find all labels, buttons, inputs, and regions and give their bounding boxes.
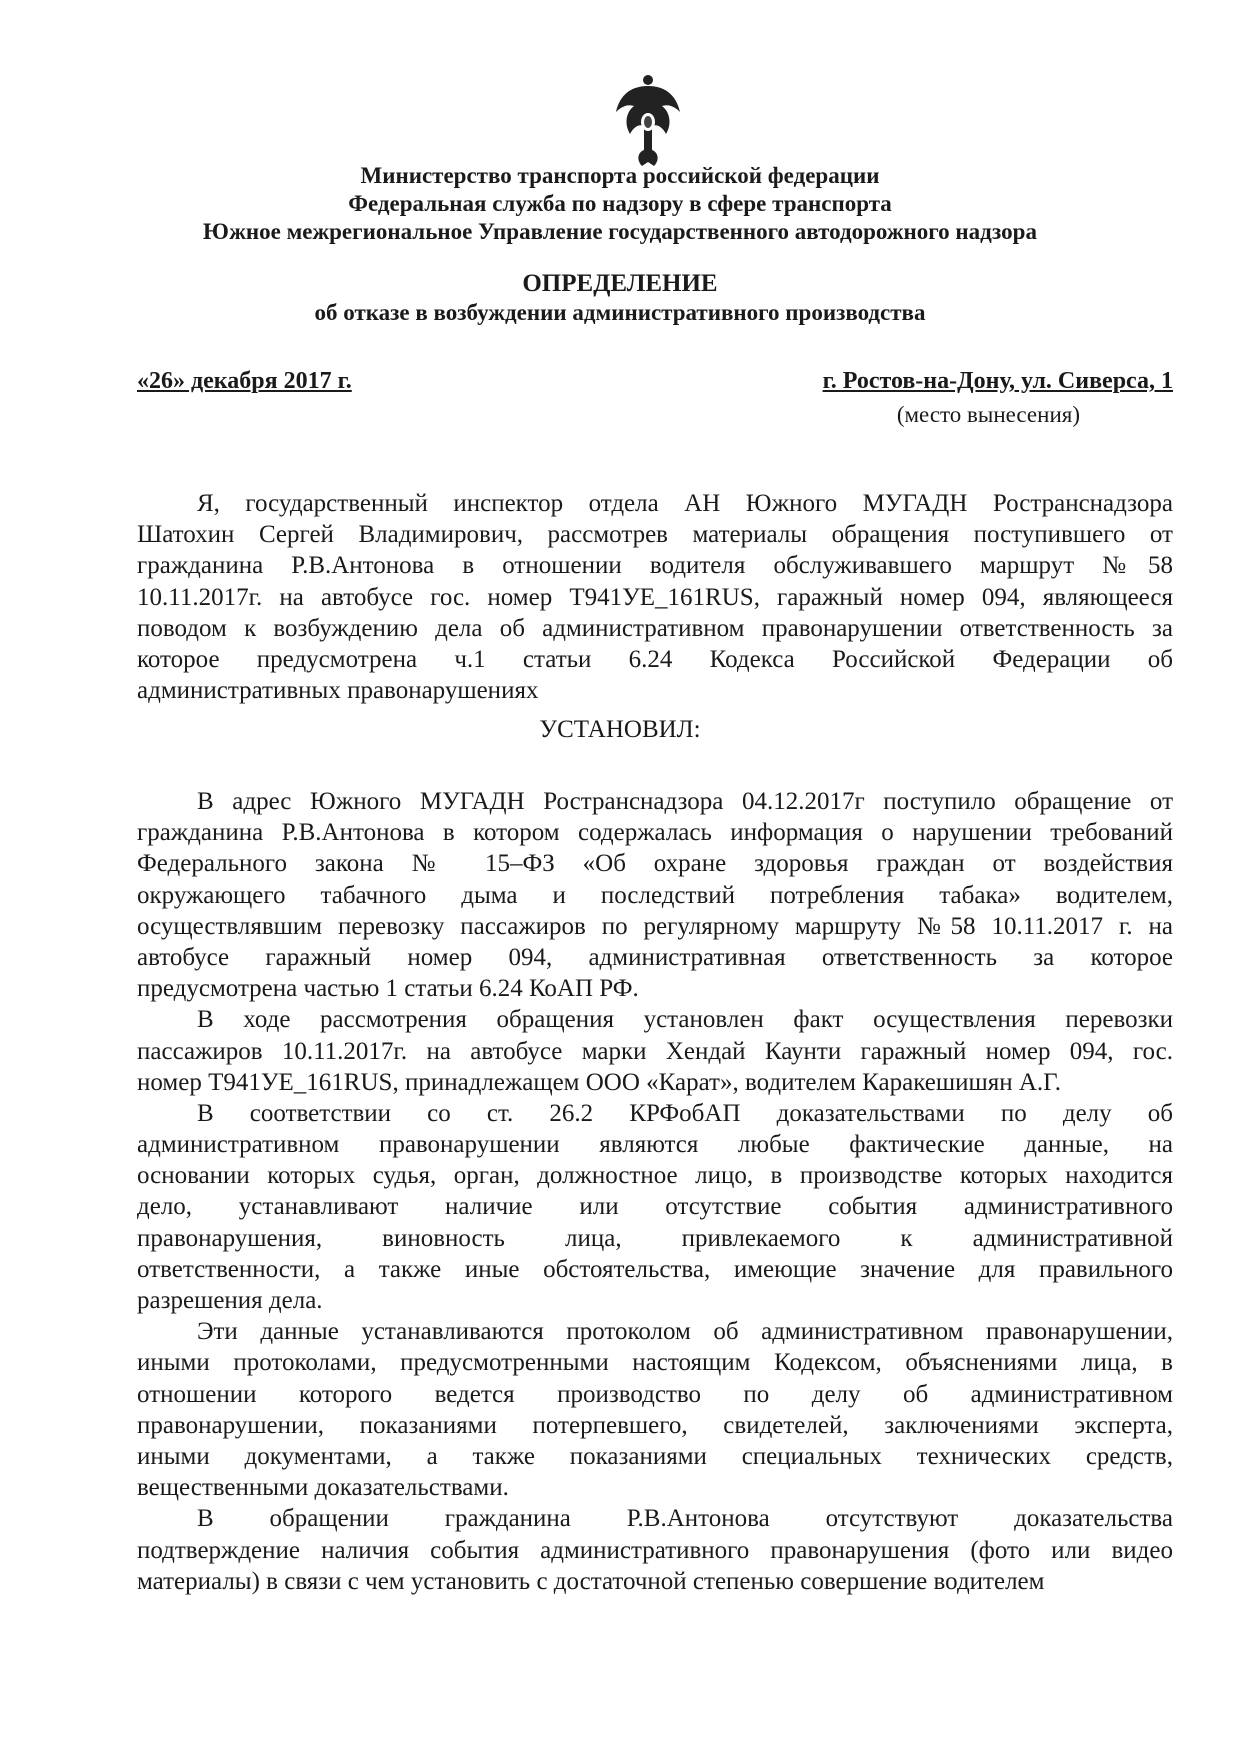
text-line: иными документами, а также показаниями специальных технических средств, [137, 1442, 1173, 1470]
ministry-header [0, 162, 1240, 246]
document-place: г. Ростов-на-Дону, ул. Сиверса, 1 [822, 368, 1173, 394]
text-line: предусмотрена частью 1 статьи 6.24 КоАП РФ. [137, 975, 639, 1003]
document-date: «26» декабря 2017 г. [137, 368, 352, 394]
text-line: Эти данные устанавливаются протоколом об административном правонарушении, [197, 1318, 1173, 1346]
paragraph [137, 786, 1173, 1004]
text-line: Шатохин Сергей Владимирович, рассмотрев материалы обращения поступившего от [137, 521, 1173, 549]
text-line: отношении которого ведется производство по делу об административном [137, 1380, 1173, 1408]
text-line: административных правонарушениях [137, 677, 539, 705]
text-line: В соответствии со ст. 26.2 КРФобАП доказательствами по делу об [197, 1099, 1173, 1127]
body-paragraphs [137, 786, 1173, 1597]
header-line-service: Федеральная служба по надзору в сфере транспорта [348, 191, 892, 216]
paragraph [137, 1004, 1173, 1098]
document-title: ОПРЕДЕЛЕНИЕ [522, 270, 718, 297]
text-line: дело, устанавливают наличие или отсутствие события административного [137, 1193, 1173, 1221]
header-line-ministry: Министерство транспорта российской федерации [360, 163, 880, 188]
document-subtitle: об отказе в возбуждении административного производства [314, 300, 926, 325]
text-line: гражданина Р.В.Антонова в отношении водителя обслуживавшего маршрут №58 [137, 552, 1173, 580]
text-line: окружающего табачного дыма и последствий потребления табака» водителем, [137, 881, 1173, 909]
text-line: правонарушения, виновность лица, привлекаемого к административной [137, 1224, 1173, 1252]
text-line: В обращении гражданина Р.В.Антонова отсутствуют доказательства [197, 1505, 1173, 1533]
text-line: В ходе рассмотрения обращения установлен факт осуществления перевозки [197, 1006, 1173, 1034]
paragraph [137, 1316, 1173, 1503]
text-line: разрешения дела. [137, 1287, 323, 1314]
text-line: материалы) в связи с чем установить с достаточной степенью совершение водителем [137, 1567, 1045, 1595]
text-line: иными протоколами, предусмотренными настоящим Кодексом, объяснениями лица, в [137, 1349, 1173, 1377]
header-line-department: Южное межрегиональное Управление государственного автодорожного надзора [203, 219, 1037, 244]
text-line: поводом к возбуждению дела об административном правонарушении ответственность за [137, 614, 1173, 642]
text-line: правонарушении, показаниями потерпевшего, свидетелей, заключениями эксперта, [137, 1411, 1173, 1439]
text-line: номер Т941УЕ_161RUS, принадлежащем ООО «Карат», водителем Каракешишян А.Г. [137, 1068, 1062, 1096]
text-line: В адрес Южного МУГАДН Ространснадзора 04.12.2017г поступило обращение от [197, 788, 1173, 815]
text-line: Федерального закона № 15–ФЗ «Об охране здоровья граждан от воздействия [137, 850, 1173, 878]
paragraph [137, 1098, 1173, 1316]
text-line: основании которых судья, орган, должностное лицо, в производстве которых находится [137, 1162, 1173, 1190]
coat-of-arms-icon [612, 72, 684, 170]
text-line: осуществлявшим перевозку пассажиров по регулярному маршруту №58 10.11.2017 г. на [137, 912, 1173, 940]
place-note: (место вынесения) [896, 402, 1080, 427]
text-line: вещественными доказательствами. [137, 1474, 509, 1502]
section-heading: УСТАНОВИЛ: [539, 716, 701, 743]
text-line: 10.11.2017г. на автобусе гос. номер Т941УЕ_161RUS, гаражный номер 094, являющееся [137, 583, 1173, 611]
text-line: гражданина Р.В.Антонова в котором содержалась информация о нарушении требований [137, 819, 1173, 847]
text-line: пассажиров 10.11.2017г. на автобусе марки Хендай Каунти гаражный номер 094, гос. [137, 1037, 1173, 1065]
text-line: административном правонарушении являются любые фактические данные, на [137, 1131, 1173, 1159]
paragraph [137, 1503, 1173, 1597]
text-line: ответственности, а также иные обстоятельства, имеющие значение для правильного [137, 1255, 1173, 1283]
text-line: автобусе гаражный номер 094, административная ответственность за которое [137, 943, 1173, 971]
intro-paragraph [137, 488, 1173, 706]
text-line: подтверждение наличия события административного правонарушения (фото или видео [137, 1536, 1173, 1564]
text-line: Я, государственный инспектор отдела АН Южного МУГАДН Ространснадзора [197, 490, 1173, 517]
text-line: которое предусмотрена ч.1 статьи 6.24 Кодекса Российской Федерации об [137, 645, 1173, 673]
